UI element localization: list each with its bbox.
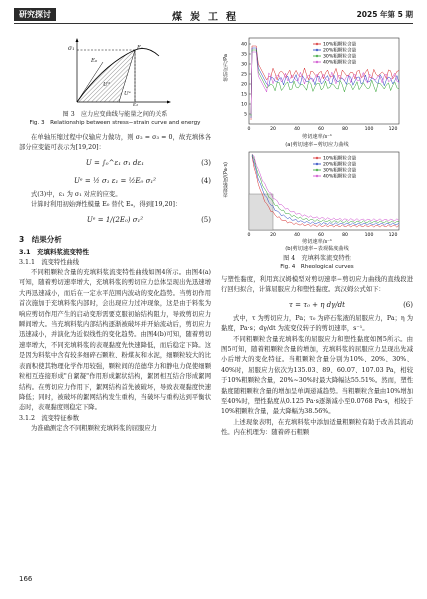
b-x-tick-label: 120 — [388, 233, 398, 238]
fig4-caption-en: Fig. 4 Rheological curves — [280, 264, 354, 270]
b-x-tick-label: 60 — [318, 233, 324, 238]
a-y-ticks — [241, 42, 251, 118]
legend-label: 20%粗颗粒含量 — [323, 48, 357, 54]
equation-4: Uᵉ = ½ σ₁ ε₁ = ½E₀ σ₁² (4) — [74, 176, 211, 185]
a-x-tick-label: 40 — [294, 127, 300, 132]
ud-label: Uᵈ — [103, 82, 110, 88]
b-x-tick-label: 80 — [342, 233, 348, 238]
fig3-caption-en: Fig. 3 Relationship between stress−strain curve and energy — [29, 120, 201, 126]
a-x-tick-label: 80 — [342, 127, 348, 132]
a-ylabel: 剪切应力/Pa — [223, 54, 229, 82]
paragraph: 不同粗颗粒含量充填料浆的屈服应力和塑性黏度如图5所示。由图5可知，随着粗颗粒含量的增加，充填料浆的屈服应力呈现出先减小后增大的变化特征。当粗颗粒含量分别为10%、20%、30%、40%时，屈服应力依次为135.03、89、60.07、107.03 Pa，相较于10%粗颗粒含量，20%~30%时最大降幅达55.51%。然而，塑性黏度随粗颗粒含量的增加呈单调递减趋势。当粗颗粒含量由10%增加至40%时，塑性黏度从0.125 Pa·s逐渐减小至0.0768 Pa·s，相较于10%粗颗粒含量，最大降幅为38.56%。 — [221, 335, 413, 416]
a-y-tick-label: 20 — [241, 82, 247, 88]
ue-label: Uᵉ — [124, 91, 131, 97]
e0-label: E₀ — [91, 58, 98, 64]
journal-name: 煤炭工程 — [172, 12, 244, 23]
a-subcaption: (a)剪切速率−剪切应力曲线 — [285, 142, 349, 148]
b-x-tick-label: 20 — [270, 233, 276, 238]
paragraph: 式中，τ 为剪切应力，Pa；τ₀ 为碎石浆液的屈服应力，Pa；η 为黏度，Pa·s；dγ/dt 为流变仪转子的剪切速率，s⁻¹。 — [221, 314, 413, 333]
equation-6: τ = τ₀ + η dγ/dt (6) — [289, 300, 413, 309]
equation-3: U = ∫₀^ε₁ σ₁ dε₁ (3) — [85, 158, 211, 167]
equation-5: Uᵉ = 1/(2E₀) σ₁² (5) — [86, 215, 211, 224]
paragraph: 在单轴压缩过程中仪输应力做功，则 σ₂ = σ₃ = 0，故充填体各部分应变能可表示为[19,20]： — [19, 134, 211, 152]
a-x-tick-label: 60 — [318, 127, 324, 132]
b-x-tick-label: 0 — [247, 233, 251, 238]
page-number: 166 — [19, 575, 33, 583]
a-x-tick-label: 20 — [270, 127, 276, 132]
page-header — [14, 8, 413, 22]
legend-label: 40%粗颗粒含量 — [323, 60, 357, 66]
eu-label: Eᵤ — [137, 45, 144, 51]
paragraph: 为准确测定含不同粗颗粒充填料浆的屈服应力 — [31, 425, 157, 433]
a-y-tick-label: 10 — [241, 102, 247, 108]
a-y-tick-label: 35 — [241, 52, 247, 58]
legend-label: 40%粗颗粒含量 — [323, 174, 357, 180]
section-heading: 3 结果分析 — [19, 234, 62, 244]
a-y-tick-label: 40 — [241, 42, 247, 48]
section-tag: 研究探讨 — [14, 8, 56, 21]
right-column — [221, 34, 413, 439]
paragraph: 与塑性黏度，利用宾汉姆模型对剪切速率−剪切应力曲线的直线段进行回归拟合，计算屈服应力和塑性黏度。宾汉姆公式如下： — [221, 276, 413, 294]
a-y-tick-label: 5 — [244, 112, 247, 118]
paragraph: 式(3)中，ε₁ 为 σ₁ 对应的应变。 — [31, 190, 122, 198]
paragraph: 计算时利用初始弹性模量 E₀ 替代 Eᵤ，得到[19,20]： — [31, 201, 182, 209]
b-x-tick-label: 100 — [364, 233, 374, 238]
issue-label: 2025 年第 5 期 — [356, 10, 413, 19]
a-x-tick-label: 100 — [364, 127, 374, 132]
a-x-tick-label: 120 — [388, 127, 398, 132]
left-column — [19, 34, 211, 435]
a-y-tick-label: 15 — [241, 92, 247, 98]
b-xlabel: 剪切速率/s⁻¹ — [301, 239, 333, 245]
a-x-tick-label: 0 — [247, 127, 251, 132]
a-xlabel: 剪切速率/s⁻¹ — [301, 134, 333, 140]
subsection-heading: 3.1 充填料浆流变特性 — [19, 247, 90, 256]
b-ylabel: 表观黏度/(Pa·s) — [223, 162, 229, 198]
stress-strain-energy-diagram — [19, 34, 211, 106]
sigma-label: σ₁ — [68, 45, 75, 52]
eps-label: ε₁ — [133, 102, 139, 108]
legend-label: 30%粗颗粒含量 — [323, 168, 357, 174]
legend-b — [313, 155, 357, 180]
legend-label: 10%粗颗粒含量 — [323, 42, 357, 48]
legend-label: 10%粗颗粒含量 — [323, 156, 357, 162]
subsubsection-heading: 3.1.1 流变特性曲线 — [19, 258, 80, 266]
a-y-tick-label: 25 — [241, 72, 247, 78]
subsubsection-heading: 3.1.2 流变特征参数 — [19, 414, 80, 422]
figure-3 — [19, 34, 211, 106]
header-rule — [14, 23, 413, 24]
paragraph: 上述现象表明，在充填料浆中添加适量粗颗粒有助于改善其流动性。内在机理为：随着碎石粗颗 — [221, 418, 413, 437]
a-y-tick-label: 30 — [241, 62, 247, 68]
legend-label: 30%粗颗粒含量 — [323, 54, 357, 60]
b-subcaption: (b)剪切速率−表观黏度曲线 — [285, 246, 349, 252]
legend — [313, 41, 357, 66]
fig4-caption: 图 4 充填料浆流变特性 — [283, 255, 351, 262]
inset-zoom-box — [249, 194, 273, 230]
legend-label: 20%粗颗粒含量 — [323, 162, 357, 168]
fig3-caption: 图 3 应力应变曲线与能量之间的关系 — [62, 111, 168, 118]
paragraph: 不同粗颗粒含量的充填料浆流变特性曲线如图4所示。由图4(a)可知，随着剪切速率增大，充填料浆的剪切应力总体呈现出先迅速增大再迅速减小，而后在一定水平范围内波动的变化趋势。当剪切作用首次施加于充填料浆内部时，会出现应力过冲现象，这是由于料浆为响应剪切作用产生的启动变形需要克服初始结构阻力，导致剪切应力瞬间增大。当充填料浆内部结构逐渐被破坏并开始流动后，剪切应力迅速减小，并演化为近似线性的变化趋势。由图4(b)可知，随着剪切速率增大，不同充填料浆的表观黏度先快速降低，而后稳定下降。这是因为料浆中含有较多细碎石颗粒、粉煤灰和水泥，细颗粒较大的比表面积使其物理化学作用较强，颗粒间的范德华力和静电力促使细颗粒相互连接形成"自絮凝"作用形成絮状结构，絮团相互结合形成絮网结构。在剪切应力作用下，絮网结构首先被破坏，导致表观黏度快速降低；同时，被破坏的絮网结构发生重构，当破坏与重构达到平衡状态时，表观黏度则稳定下降。 — [19, 269, 211, 412]
figure-4 — [221, 34, 413, 252]
b-x-tick-label: 40 — [294, 233, 300, 238]
